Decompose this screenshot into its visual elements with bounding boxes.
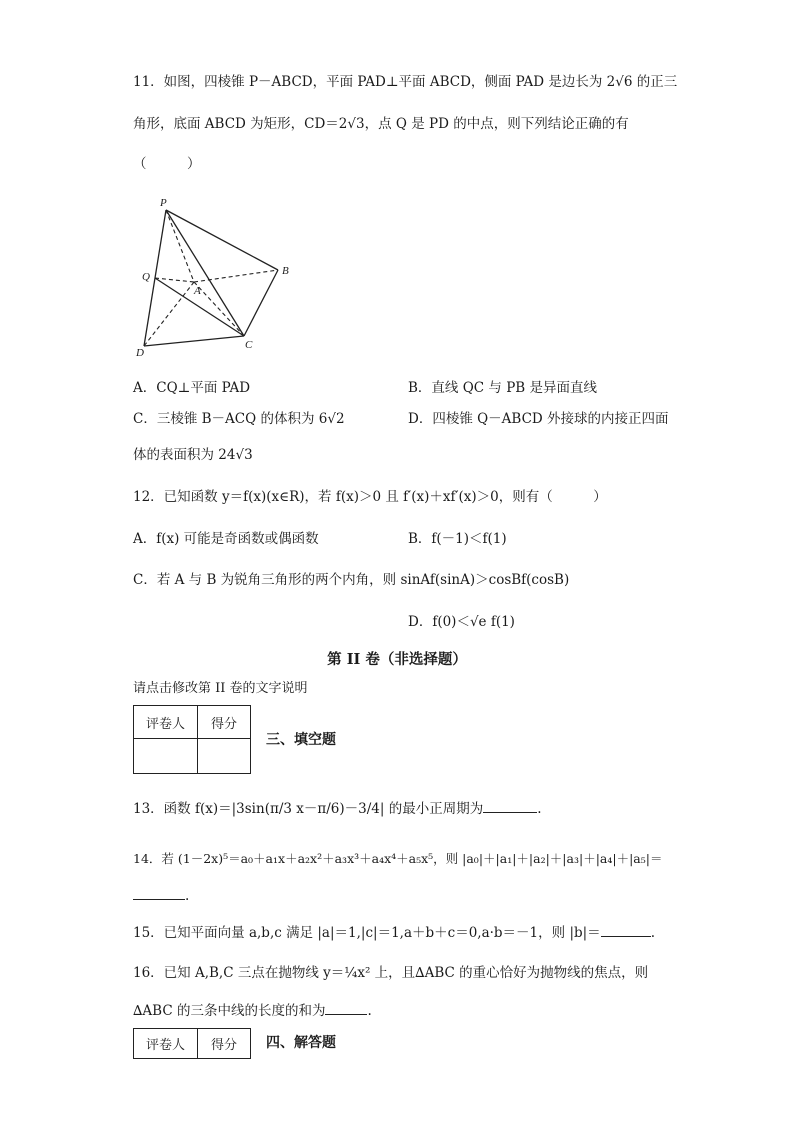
- q14-text: 14．若 (1－2x)⁵＝a₀＋a₁x＋a₂x²＋a₃x³＋a₄x⁴＋a₅x⁵，则 |a₀|＋|a₁|＋|a₂|＋|a₃|＋|a₄|＋|a₅|＝: [133, 851, 663, 866]
- section4-title: 四、解答题: [266, 1035, 336, 1051]
- q11-stem-line1: 11．如图，四棱锥 P－ABCD，平面 PAD⊥平面 ABCD，侧面 PAD 是边长为 2√6 的正三: [133, 74, 678, 90]
- q12-option-b: B．f(－1)＜f(1): [408, 531, 507, 547]
- q12-option-d: D．f(0)＜√e f(1): [408, 614, 515, 630]
- score-table-header-grader: 评卷人: [134, 706, 198, 739]
- section3-title: 三、填空题: [266, 732, 336, 748]
- edge-pc: [166, 210, 244, 336]
- q16-end: .: [367, 1003, 372, 1019]
- score-table-section4: [133, 1028, 251, 1059]
- label-a: A: [194, 285, 201, 297]
- q12-option-a: A．f(x) 可能是奇函数或偶函数: [133, 531, 319, 547]
- label-q: Q: [142, 271, 150, 283]
- score-table-header-score: 得分: [198, 706, 251, 739]
- q11-option-b: B．直线 QC 与 PB 是异面直线: [408, 380, 597, 396]
- edge-pb: [166, 210, 278, 270]
- edge-dc: [144, 336, 244, 346]
- q11-option-a: A．CQ⊥平面 PAD: [133, 380, 251, 396]
- q11-stem-line2: 角形，底面 ABCD 为矩形，CD＝2√3，点 Q 是 PD 的中点，则下列结论正确的有: [133, 116, 629, 132]
- part2-note: 请点击修改第 II 卷的文字说明: [133, 681, 308, 696]
- q14-answer-line: [133, 887, 189, 904]
- q12-option-c: C．若 A 与 B 为锐角三角形的两个内角，则 sinAf(sinA)＞cosBf(cosB): [133, 572, 570, 588]
- q13-text: 13．函数 f(x)＝|3sin(π/3 x－π/6)－3/4| 的最小正周期为: [133, 801, 484, 817]
- q16-line2-wrap: [133, 1002, 372, 1019]
- score-table-grader-cell[interactable]: [134, 739, 198, 774]
- q14-end: .: [185, 888, 190, 904]
- edge-bc: [244, 270, 278, 336]
- q11-option-d: D．四棱锥 Q－ABCD 外接球的内接正四面: [408, 411, 669, 427]
- q11-option-c: C．三棱锥 B－ACQ 的体积为 6√2: [133, 411, 345, 427]
- edge-ad: [144, 282, 194, 346]
- label-c: C: [245, 339, 253, 351]
- q15-end: .: [650, 925, 655, 941]
- q13-answer-blank[interactable]: [483, 800, 537, 813]
- score-table2-header-grader: 评卷人: [134, 1029, 198, 1059]
- q13-end: .: [537, 801, 542, 817]
- q13-line: [133, 800, 542, 817]
- score-table-score-cell[interactable]: [198, 739, 251, 774]
- label-b: B: [282, 265, 289, 277]
- q11-answer-paren: （ ）: [133, 156, 201, 172]
- q16-line2: ∆ABC 的三条中线的长度的和为: [133, 1003, 326, 1019]
- pyramid-figure: [130, 190, 300, 365]
- score-table-section3: [133, 705, 251, 774]
- label-d: D: [136, 347, 144, 359]
- q14-answer-blank[interactable]: [133, 887, 185, 900]
- edge-pa: [166, 210, 194, 282]
- q16-answer-blank[interactable]: [325, 1002, 367, 1015]
- part2-title: 第 II 卷（非选择题）: [327, 651, 467, 668]
- q16-line1: 16．已知 A,B,C 三点在抛物线 y＝¼x² 上，且∆ABC 的重心恰好为抛物线的焦点，则: [133, 965, 649, 981]
- label-p: P: [160, 197, 167, 209]
- q11-option-d-continued: 体的表面积为 24√3: [133, 447, 253, 463]
- score-table2-header-score: 得分: [198, 1029, 251, 1059]
- q15-answer-blank[interactable]: [601, 924, 651, 937]
- q15-text: 15．已知平面向量 a,b,c 满足 |a|＝1,|c|＝1,a＋b＋c＝0,a·b＝－1，则 |b|＝: [133, 925, 601, 941]
- q15-line: [133, 924, 655, 941]
- q12-stem: 12．已知函数 y＝f(x)(x∈R)，若 f(x)＞0 且 f′(x)＋xf′(x)＞0，则有（ ）: [133, 489, 607, 505]
